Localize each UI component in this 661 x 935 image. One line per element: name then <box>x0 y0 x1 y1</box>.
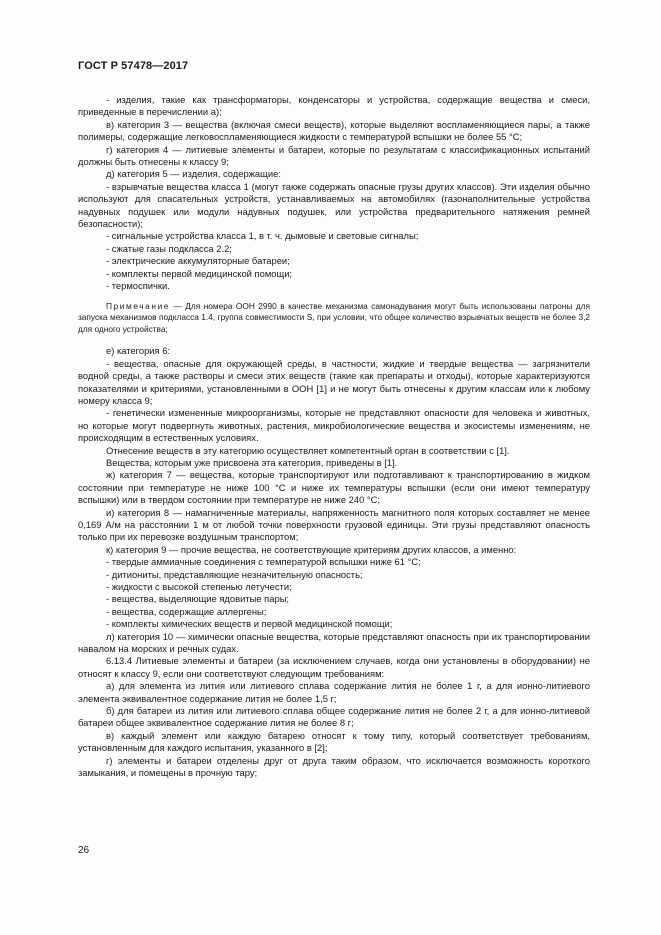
paragraph: - электрические аккумуляторные батареи; <box>106 255 290 267</box>
paragraph: - комплекты первой медицинской помощи; <box>106 267 293 279</box>
paragraph: - комплекты химических веществ и первой медицинской помощи; <box>106 618 393 630</box>
paragraph: Отнесение веществ в эту категорию осуществляет компетентный орган в соответствии с [1]. <box>106 444 510 456</box>
paragraph: е) категория 6: <box>106 345 171 357</box>
note <box>78 301 590 336</box>
paragraph: и) категория 8 — намагниченные материалы, напряженность магнитного поля которых составляет не менее 0,169 А/м на расстоянии 1 м от любой точки поверхности грузовой единицы. Эти грузы представляют опасность только при их перевозке воздушным транспортом; <box>78 506 590 543</box>
note-text: — Для номера ООН 2990 в качестве механизма самонадувания могут быть использованы патроны для запуска механизмов подкласса 1.4, группа совместимости S, при условии, что общее количество взрывчатых веществ не более 3,2 для одного устройства; <box>78 300 590 334</box>
paragraph: а) для элемента из лития или литиевого сплава содержание лития не более 1 г, а для ионно-литиевого элемента эквивалентное содержание лития не более 1,5 г; <box>78 680 590 704</box>
paragraph: Вещества, которым уже присвоена эта категория, приведены в [1]. <box>106 456 398 468</box>
paragraph: - вещества, выделяющие ядовитые пары; <box>106 593 290 605</box>
page-number: 26 <box>78 845 90 856</box>
paragraph: - генетически измененные микроорганизмы, которые не представляют опасности для человека и животных, но которые могут подвергнуть животных, растения, микробиологические вещества и экосистемы изменениям, не происходящим в естественных условиях. <box>78 407 590 444</box>
paragraph: - дитиониты, представляющие незначительную опасность; <box>106 568 363 580</box>
paragraph: - жидкости с высокой степенью летучести; <box>106 581 292 592</box>
paragraph: в) категория 3 — вещества (включая смеси веществ), которые выделяют воспламеняющиеся пары, а также полимеры, содержащие легковоспламеняющиеся жидкости с температурой вспышки не более 55 °С; <box>78 118 590 143</box>
paragraph: - сжатые газы подкласса 2.2; <box>106 242 232 254</box>
note-label: Примечание <box>106 300 171 311</box>
paragraph: г) элементы и батареи отделены друг от друга таким образом, что исключается возможность короткого замыкания, и помещены в прочную тару; <box>78 754 590 779</box>
paragraph: - вещества, опасные для окружающей среды, в частности, жидкие и твердые вещества — загрязнители водной среды, а также растворы и смеси этих веществ (такие как препараты и отходы), которые характеризуются показателями и критериями, установленными в ООН [1] и не могут быть отнесены к другим классам или к любому номеру класса 9; <box>78 357 590 406</box>
paragraph: - изделия, такие как трансформаторы, конденсаторы и устройства, содержащие вещества и смеси, приведенные в перечислении а); <box>78 94 590 118</box>
document-body <box>78 94 590 780</box>
paragraph: к) категория 9 — прочие вещества, не соответствующие критериям других классов, а именно: <box>106 543 517 555</box>
paragraph: д) категория 5 — изделия, содержащие: <box>106 168 281 180</box>
paragraph: - вещества, содержащие аллергены; <box>106 605 267 617</box>
paragraph: б) для батареи из лития или литиевого сплава общее содержание лития не более 2 г, а для ионно-литиевой батареи общее эквивалентное содержание лития не более 8 г; <box>78 705 590 729</box>
paragraph: - термоспички. <box>106 280 170 292</box>
paragraph: г) категория 4 — литиевые элементы и батареи, которые по результатам с классификационных испытаний должны быть отнесены к классу 9; <box>78 143 590 168</box>
paragraph: - твердые аммиачные соединения с температурой вспышки ниже 61 °С; <box>106 556 421 568</box>
paragraph: л) категория 10 — химически опасные вещества, которые представляют опасность при их транспортировании навалом на морских и речных судах. <box>78 630 590 655</box>
paragraph: ж) категория 7 — вещества, которые транспортируют или подготавливают к транспортированию в жидком состоянии при температуре не ниже 100 °С и ниже их температуры вспышки (если они имеют температуру вспышки) или в твердом состоянии при температуре не ниже 240 °С; <box>78 469 590 506</box>
paragraph: в) каждый элемент или каждую батарею относят к тому типу, который соответствует требованиям, установленным для каждого испытания, указанного в [2]; <box>78 729 590 754</box>
paragraph: - сигнальные устройства класса 1, в т. ч. дымовые и световые сигналы; <box>106 230 419 242</box>
document-header: ГОСТ Р 57478—2017 <box>78 60 189 72</box>
paragraph: - взрывчатые вещества класса 1 (могут также содержать опасные грузы других классов). Эти изделия обычно используют для спасательных устройств, устанавливаемых на автомобилях (газонаполнительные устройства надувных подушек или модули надувных подушек, или устройства предварительного натяжения ремней безопасности); <box>78 180 590 230</box>
paragraph: 6.13.4 Литиевые элементы и батареи (за исключением случаев, когда они установлены в оборудовании) не относят к классу 9, если они соответствуют следующим требованиям: <box>78 655 590 679</box>
